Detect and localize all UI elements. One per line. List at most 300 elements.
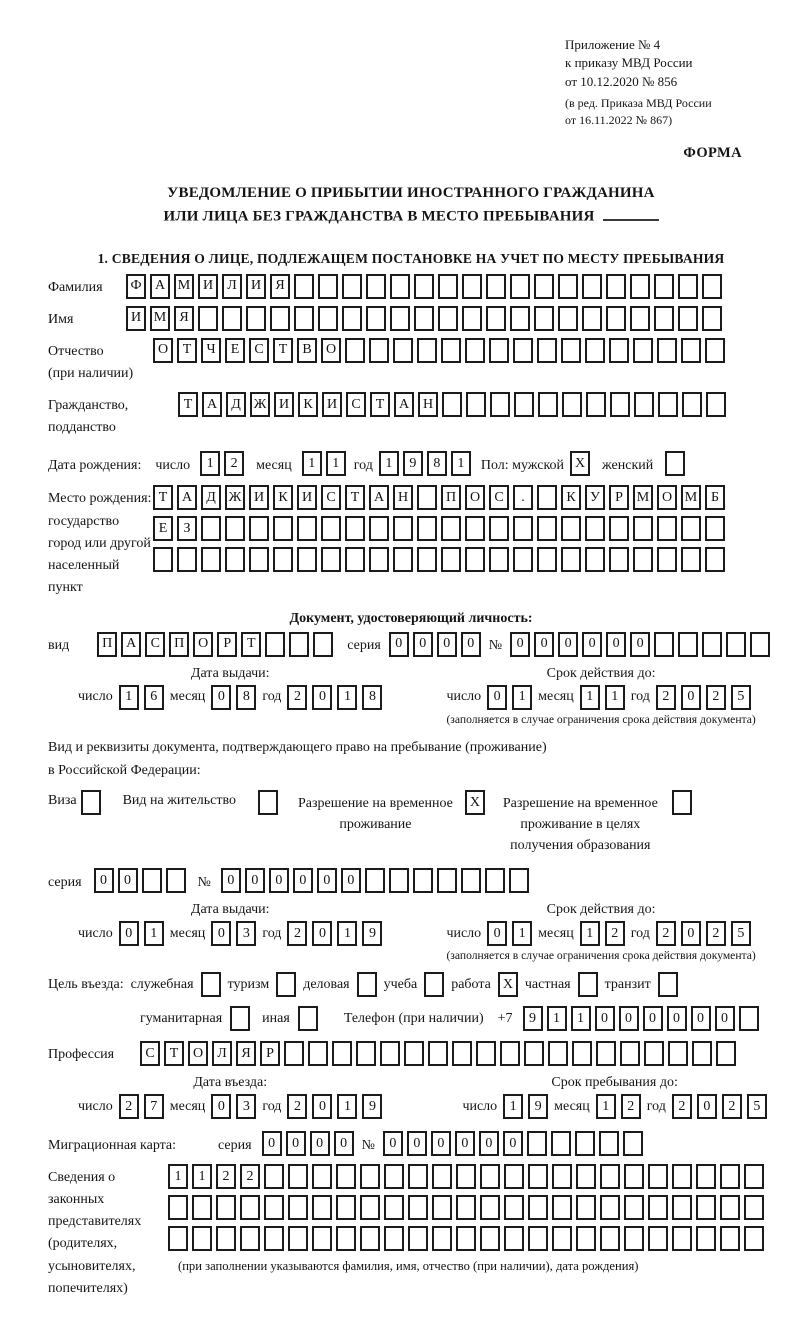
char-box[interactable] [390, 306, 410, 331]
char-box[interactable] [537, 338, 557, 363]
char-box[interactable]: С [140, 1041, 160, 1066]
char-box[interactable]: А [202, 392, 222, 417]
char-box[interactable] [288, 1164, 308, 1189]
char-box[interactable] [599, 1131, 619, 1156]
char-box[interactable]: А [177, 485, 197, 510]
char-box[interactable] [648, 1226, 668, 1251]
char-box[interactable] [585, 338, 605, 363]
char-box[interactable]: 0 [312, 685, 332, 710]
char-box[interactable]: 2 [605, 921, 625, 946]
char-box[interactable]: 2 [287, 685, 307, 710]
char-box[interactable] [284, 1041, 304, 1066]
char-box[interactable] [312, 1195, 332, 1220]
char-box[interactable] [552, 1195, 572, 1220]
char-box[interactable]: 0 [94, 868, 114, 893]
char-box[interactable] [513, 547, 533, 572]
char-box[interactable]: 0 [619, 1006, 639, 1031]
char-box[interactable] [417, 485, 437, 510]
char-box[interactable] [720, 1164, 740, 1189]
char-box[interactable] [366, 274, 386, 299]
char-box[interactable] [408, 1195, 428, 1220]
char-box[interactable]: О [193, 632, 213, 657]
char-box[interactable] [273, 547, 293, 572]
char-box[interactable] [297, 516, 317, 541]
char-box[interactable] [600, 1164, 620, 1189]
char-box[interactable]: Ф [126, 274, 146, 299]
char-box[interactable]: 1 [503, 1094, 523, 1119]
char-box[interactable]: С [346, 392, 366, 417]
char-box[interactable] [294, 274, 314, 299]
char-box[interactable] [537, 547, 557, 572]
char-box[interactable] [225, 547, 245, 572]
char-box[interactable] [486, 306, 506, 331]
char-box[interactable]: 2 [672, 1094, 692, 1119]
char-box[interactable] [480, 1226, 500, 1251]
char-box[interactable] [623, 1131, 643, 1156]
char-box[interactable]: С [489, 485, 509, 510]
char-box[interactable] [297, 547, 317, 572]
char-box[interactable]: 5 [747, 1094, 767, 1119]
char-box[interactable] [681, 338, 701, 363]
char-box[interactable]: 7 [144, 1094, 164, 1119]
char-box[interactable]: Б [705, 485, 725, 510]
char-box[interactable]: 0 [558, 632, 578, 657]
char-box[interactable] [276, 972, 296, 997]
char-box[interactable] [534, 274, 554, 299]
char-box[interactable] [480, 1195, 500, 1220]
char-box[interactable] [504, 1164, 524, 1189]
char-box[interactable] [298, 1006, 318, 1031]
char-box[interactable] [201, 972, 221, 997]
char-box[interactable]: 1 [512, 921, 532, 946]
char-box[interactable] [456, 1226, 476, 1251]
char-box[interactable] [610, 392, 630, 417]
char-box[interactable] [312, 1164, 332, 1189]
char-box[interactable] [716, 1041, 736, 1066]
char-box[interactable] [668, 1041, 688, 1066]
char-box[interactable]: 0 [293, 868, 313, 893]
char-box[interactable]: 1 [200, 451, 220, 476]
char-box[interactable] [672, 1195, 692, 1220]
char-box[interactable]: А [369, 485, 389, 510]
char-box[interactable] [294, 306, 314, 331]
char-box[interactable]: К [273, 485, 293, 510]
char-box[interactable] [682, 392, 702, 417]
char-box[interactable] [633, 338, 653, 363]
char-box[interactable] [657, 516, 677, 541]
char-box[interactable] [624, 1195, 644, 1220]
char-box[interactable]: В [297, 338, 317, 363]
char-box[interactable]: З [177, 516, 197, 541]
char-box[interactable]: Р [260, 1041, 280, 1066]
char-box[interactable] [654, 274, 674, 299]
char-box[interactable]: X [498, 972, 518, 997]
char-box[interactable] [345, 547, 365, 572]
char-box[interactable] [744, 1195, 764, 1220]
char-box[interactable] [456, 1164, 476, 1189]
char-box[interactable] [576, 1195, 596, 1220]
char-box[interactable] [513, 516, 533, 541]
char-box[interactable] [384, 1195, 404, 1220]
char-box[interactable] [437, 868, 457, 893]
char-box[interactable] [380, 1041, 400, 1066]
char-box[interactable]: Т [273, 338, 293, 363]
char-box[interactable]: О [321, 338, 341, 363]
char-box[interactable]: 0 [697, 1094, 717, 1119]
char-box[interactable] [318, 274, 338, 299]
char-box[interactable] [461, 868, 481, 893]
char-box[interactable]: Ж [250, 392, 270, 417]
char-box[interactable] [644, 1041, 664, 1066]
char-box[interactable]: К [561, 485, 581, 510]
char-box[interactable]: И [297, 485, 317, 510]
char-box[interactable] [393, 338, 413, 363]
char-box[interactable]: 9 [523, 1006, 543, 1031]
char-box[interactable]: 0 [437, 632, 457, 657]
char-box[interactable] [524, 1041, 544, 1066]
char-box[interactable] [393, 516, 413, 541]
char-box[interactable]: 2 [656, 685, 676, 710]
char-box[interactable] [585, 516, 605, 541]
char-box[interactable] [634, 392, 654, 417]
char-box[interactable]: 9 [362, 921, 382, 946]
char-box[interactable]: Т [153, 485, 173, 510]
char-box[interactable] [582, 274, 602, 299]
char-box[interactable] [576, 1226, 596, 1251]
char-box[interactable] [417, 547, 437, 572]
char-box[interactable]: П [97, 632, 117, 657]
char-box[interactable] [624, 1164, 644, 1189]
char-box[interactable] [264, 1195, 284, 1220]
char-box[interactable] [528, 1195, 548, 1220]
char-box[interactable] [489, 547, 509, 572]
char-box[interactable] [222, 306, 242, 331]
char-box[interactable]: 0 [606, 632, 626, 657]
char-box[interactable] [558, 274, 578, 299]
char-box[interactable]: 1 [571, 1006, 591, 1031]
char-box[interactable]: 0 [211, 685, 231, 710]
char-box[interactable]: 0 [510, 632, 530, 657]
char-box[interactable] [648, 1164, 668, 1189]
char-box[interactable]: К [298, 392, 318, 417]
char-box[interactable] [672, 790, 692, 815]
char-box[interactable] [551, 1131, 571, 1156]
char-box[interactable] [510, 306, 530, 331]
char-box[interactable]: 8 [236, 685, 256, 710]
char-box[interactable]: 0 [431, 1131, 451, 1156]
char-box[interactable]: 2 [119, 1094, 139, 1119]
char-box[interactable] [166, 868, 186, 893]
char-box[interactable] [720, 1226, 740, 1251]
char-box[interactable] [702, 632, 722, 657]
char-box[interactable] [678, 274, 698, 299]
char-box[interactable]: 0 [262, 1131, 282, 1156]
char-box[interactable]: Я [236, 1041, 256, 1066]
char-box[interactable]: 1 [302, 451, 322, 476]
char-box[interactable] [513, 338, 533, 363]
char-box[interactable] [345, 516, 365, 541]
char-box[interactable]: 2 [287, 1094, 307, 1119]
char-box[interactable] [620, 1041, 640, 1066]
char-box[interactable] [744, 1164, 764, 1189]
char-box[interactable] [509, 868, 529, 893]
char-box[interactable]: Т [177, 338, 197, 363]
char-box[interactable]: Я [174, 306, 194, 331]
char-box[interactable]: X [570, 451, 590, 476]
char-box[interactable]: 0 [534, 632, 554, 657]
char-box[interactable] [696, 1164, 716, 1189]
char-box[interactable] [240, 1226, 260, 1251]
char-box[interactable] [548, 1041, 568, 1066]
char-box[interactable]: С [321, 485, 341, 510]
char-box[interactable]: П [441, 485, 461, 510]
char-box[interactable] [288, 1226, 308, 1251]
char-box[interactable] [480, 1164, 500, 1189]
char-box[interactable]: 2 [216, 1164, 236, 1189]
char-box[interactable] [428, 1041, 448, 1066]
char-box[interactable] [441, 516, 461, 541]
char-box[interactable] [369, 547, 389, 572]
char-box[interactable]: 1 [580, 685, 600, 710]
char-box[interactable] [264, 1226, 284, 1251]
char-box[interactable] [490, 392, 510, 417]
char-box[interactable] [696, 1226, 716, 1251]
char-box[interactable] [654, 632, 674, 657]
char-box[interactable] [609, 547, 629, 572]
char-box[interactable] [582, 306, 602, 331]
char-box[interactable] [270, 306, 290, 331]
char-box[interactable] [389, 868, 409, 893]
char-box[interactable]: 0 [310, 1131, 330, 1156]
char-box[interactable] [648, 1195, 668, 1220]
char-box[interactable]: Я [270, 274, 290, 299]
char-box[interactable]: Т [370, 392, 390, 417]
char-box[interactable] [489, 516, 509, 541]
char-box[interactable] [192, 1226, 212, 1251]
char-box[interactable] [672, 1164, 692, 1189]
char-box[interactable] [485, 868, 505, 893]
char-box[interactable]: И [126, 306, 146, 331]
char-box[interactable] [561, 547, 581, 572]
char-box[interactable] [681, 547, 701, 572]
char-box[interactable] [527, 1131, 547, 1156]
char-box[interactable]: Р [609, 485, 629, 510]
char-box[interactable]: 1 [512, 685, 532, 710]
char-box[interactable]: Т [241, 632, 261, 657]
char-box[interactable] [424, 972, 444, 997]
char-box[interactable] [681, 516, 701, 541]
char-box[interactable] [633, 516, 653, 541]
char-box[interactable]: 0 [681, 921, 701, 946]
char-box[interactable]: 1 [144, 921, 164, 946]
char-box[interactable]: 2 [240, 1164, 260, 1189]
char-box[interactable] [441, 338, 461, 363]
char-box[interactable] [390, 274, 410, 299]
char-box[interactable] [201, 516, 221, 541]
char-box[interactable]: 0 [211, 1094, 231, 1119]
char-box[interactable] [678, 632, 698, 657]
char-box[interactable]: О [153, 338, 173, 363]
char-box[interactable] [438, 274, 458, 299]
char-box[interactable]: 5 [731, 685, 751, 710]
char-box[interactable] [552, 1226, 572, 1251]
char-box[interactable] [705, 516, 725, 541]
char-box[interactable] [552, 1164, 572, 1189]
char-box[interactable]: 0 [334, 1131, 354, 1156]
char-box[interactable]: 1 [337, 1094, 357, 1119]
char-box[interactable] [258, 790, 278, 815]
char-box[interactable] [177, 547, 197, 572]
char-box[interactable]: 5 [731, 921, 751, 946]
char-box[interactable] [408, 1164, 428, 1189]
char-box[interactable] [384, 1164, 404, 1189]
char-box[interactable]: 0 [582, 632, 602, 657]
char-box[interactable] [321, 516, 341, 541]
char-box[interactable] [657, 547, 677, 572]
char-box[interactable] [342, 274, 362, 299]
char-box[interactable] [528, 1164, 548, 1189]
char-box[interactable] [336, 1164, 356, 1189]
char-box[interactable] [534, 306, 554, 331]
char-box[interactable]: 3 [236, 1094, 256, 1119]
char-box[interactable]: Н [418, 392, 438, 417]
char-box[interactable]: 0 [389, 632, 409, 657]
char-box[interactable] [692, 1041, 712, 1066]
char-box[interactable] [288, 1195, 308, 1220]
char-box[interactable] [452, 1041, 472, 1066]
char-box[interactable]: 0 [487, 685, 507, 710]
char-box[interactable]: 2 [722, 1094, 742, 1119]
char-box[interactable]: Ч [201, 338, 221, 363]
char-box[interactable]: 0 [221, 868, 241, 893]
char-box[interactable]: Д [201, 485, 221, 510]
char-box[interactable] [265, 632, 285, 657]
char-box[interactable] [360, 1195, 380, 1220]
char-box[interactable]: М [633, 485, 653, 510]
char-box[interactable]: О [188, 1041, 208, 1066]
char-box[interactable]: 2 [621, 1094, 641, 1119]
char-box[interactable]: М [681, 485, 701, 510]
char-box[interactable] [289, 632, 309, 657]
char-box[interactable] [739, 1006, 759, 1031]
char-box[interactable] [606, 306, 626, 331]
char-box[interactable] [456, 1195, 476, 1220]
char-box[interactable] [225, 516, 245, 541]
char-box[interactable] [600, 1195, 620, 1220]
char-box[interactable] [609, 338, 629, 363]
char-box[interactable] [658, 972, 678, 997]
char-box[interactable]: 1 [337, 685, 357, 710]
char-box[interactable] [606, 274, 626, 299]
char-box[interactable]: М [150, 306, 170, 331]
char-box[interactable] [356, 1041, 376, 1066]
char-box[interactable] [192, 1195, 212, 1220]
char-box[interactable] [417, 338, 437, 363]
char-box[interactable]: 0 [715, 1006, 735, 1031]
char-box[interactable]: О [657, 485, 677, 510]
char-box[interactable]: 1 [168, 1164, 188, 1189]
char-box[interactable]: 8 [427, 451, 447, 476]
char-box[interactable]: 1 [451, 451, 471, 476]
char-box[interactable]: 0 [407, 1131, 427, 1156]
char-box[interactable] [345, 338, 365, 363]
char-box[interactable]: 9 [362, 1094, 382, 1119]
char-box[interactable]: О [465, 485, 485, 510]
char-box[interactable] [486, 274, 506, 299]
char-box[interactable] [465, 547, 485, 572]
char-box[interactable]: 9 [528, 1094, 548, 1119]
char-box[interactable] [393, 547, 413, 572]
char-box[interactable]: А [394, 392, 414, 417]
char-box[interactable] [342, 306, 362, 331]
char-box[interactable]: И [198, 274, 218, 299]
char-box[interactable] [630, 274, 650, 299]
char-box[interactable]: У [585, 485, 605, 510]
char-box[interactable]: 1 [596, 1094, 616, 1119]
char-box[interactable] [558, 306, 578, 331]
char-box[interactable]: Т [345, 485, 365, 510]
char-box[interactable]: 0 [118, 868, 138, 893]
char-box[interactable] [273, 516, 293, 541]
char-box[interactable] [408, 1226, 428, 1251]
char-box[interactable]: 0 [681, 685, 701, 710]
char-box[interactable] [442, 392, 462, 417]
char-box[interactable] [476, 1041, 496, 1066]
char-box[interactable] [216, 1226, 236, 1251]
char-box[interactable]: С [145, 632, 165, 657]
char-box[interactable] [537, 516, 557, 541]
char-box[interactable]: Е [225, 338, 245, 363]
char-box[interactable]: 6 [144, 685, 164, 710]
char-box[interactable] [562, 392, 582, 417]
char-box[interactable]: . [513, 485, 533, 510]
char-box[interactable]: 2 [656, 921, 676, 946]
char-box[interactable] [414, 274, 434, 299]
char-box[interactable]: 0 [269, 868, 289, 893]
char-box[interactable]: Л [222, 274, 242, 299]
char-box[interactable] [702, 274, 722, 299]
char-box[interactable]: Т [164, 1041, 184, 1066]
char-box[interactable]: 1 [547, 1006, 567, 1031]
char-box[interactable] [432, 1164, 452, 1189]
char-box[interactable]: 0 [479, 1131, 499, 1156]
char-box[interactable] [366, 306, 386, 331]
char-box[interactable]: 0 [245, 868, 265, 893]
char-box[interactable]: 0 [487, 921, 507, 946]
char-box[interactable] [744, 1226, 764, 1251]
char-box[interactable]: Д [226, 392, 246, 417]
char-box[interactable] [578, 972, 598, 997]
char-box[interactable]: 0 [667, 1006, 687, 1031]
char-box[interactable]: 9 [403, 451, 423, 476]
char-box[interactable] [404, 1041, 424, 1066]
char-box[interactable] [246, 306, 266, 331]
char-box[interactable] [720, 1195, 740, 1220]
char-box[interactable] [369, 338, 389, 363]
char-box[interactable] [576, 1164, 596, 1189]
char-box[interactable]: Н [393, 485, 413, 510]
char-box[interactable] [586, 392, 606, 417]
char-box[interactable]: 0 [413, 632, 433, 657]
char-box[interactable]: 2 [287, 921, 307, 946]
char-box[interactable] [81, 790, 101, 815]
char-box[interactable]: 1 [119, 685, 139, 710]
char-box[interactable] [572, 1041, 592, 1066]
char-box[interactable] [630, 306, 650, 331]
char-box[interactable]: 1 [580, 921, 600, 946]
char-box[interactable] [537, 485, 557, 510]
char-box[interactable]: И [322, 392, 342, 417]
